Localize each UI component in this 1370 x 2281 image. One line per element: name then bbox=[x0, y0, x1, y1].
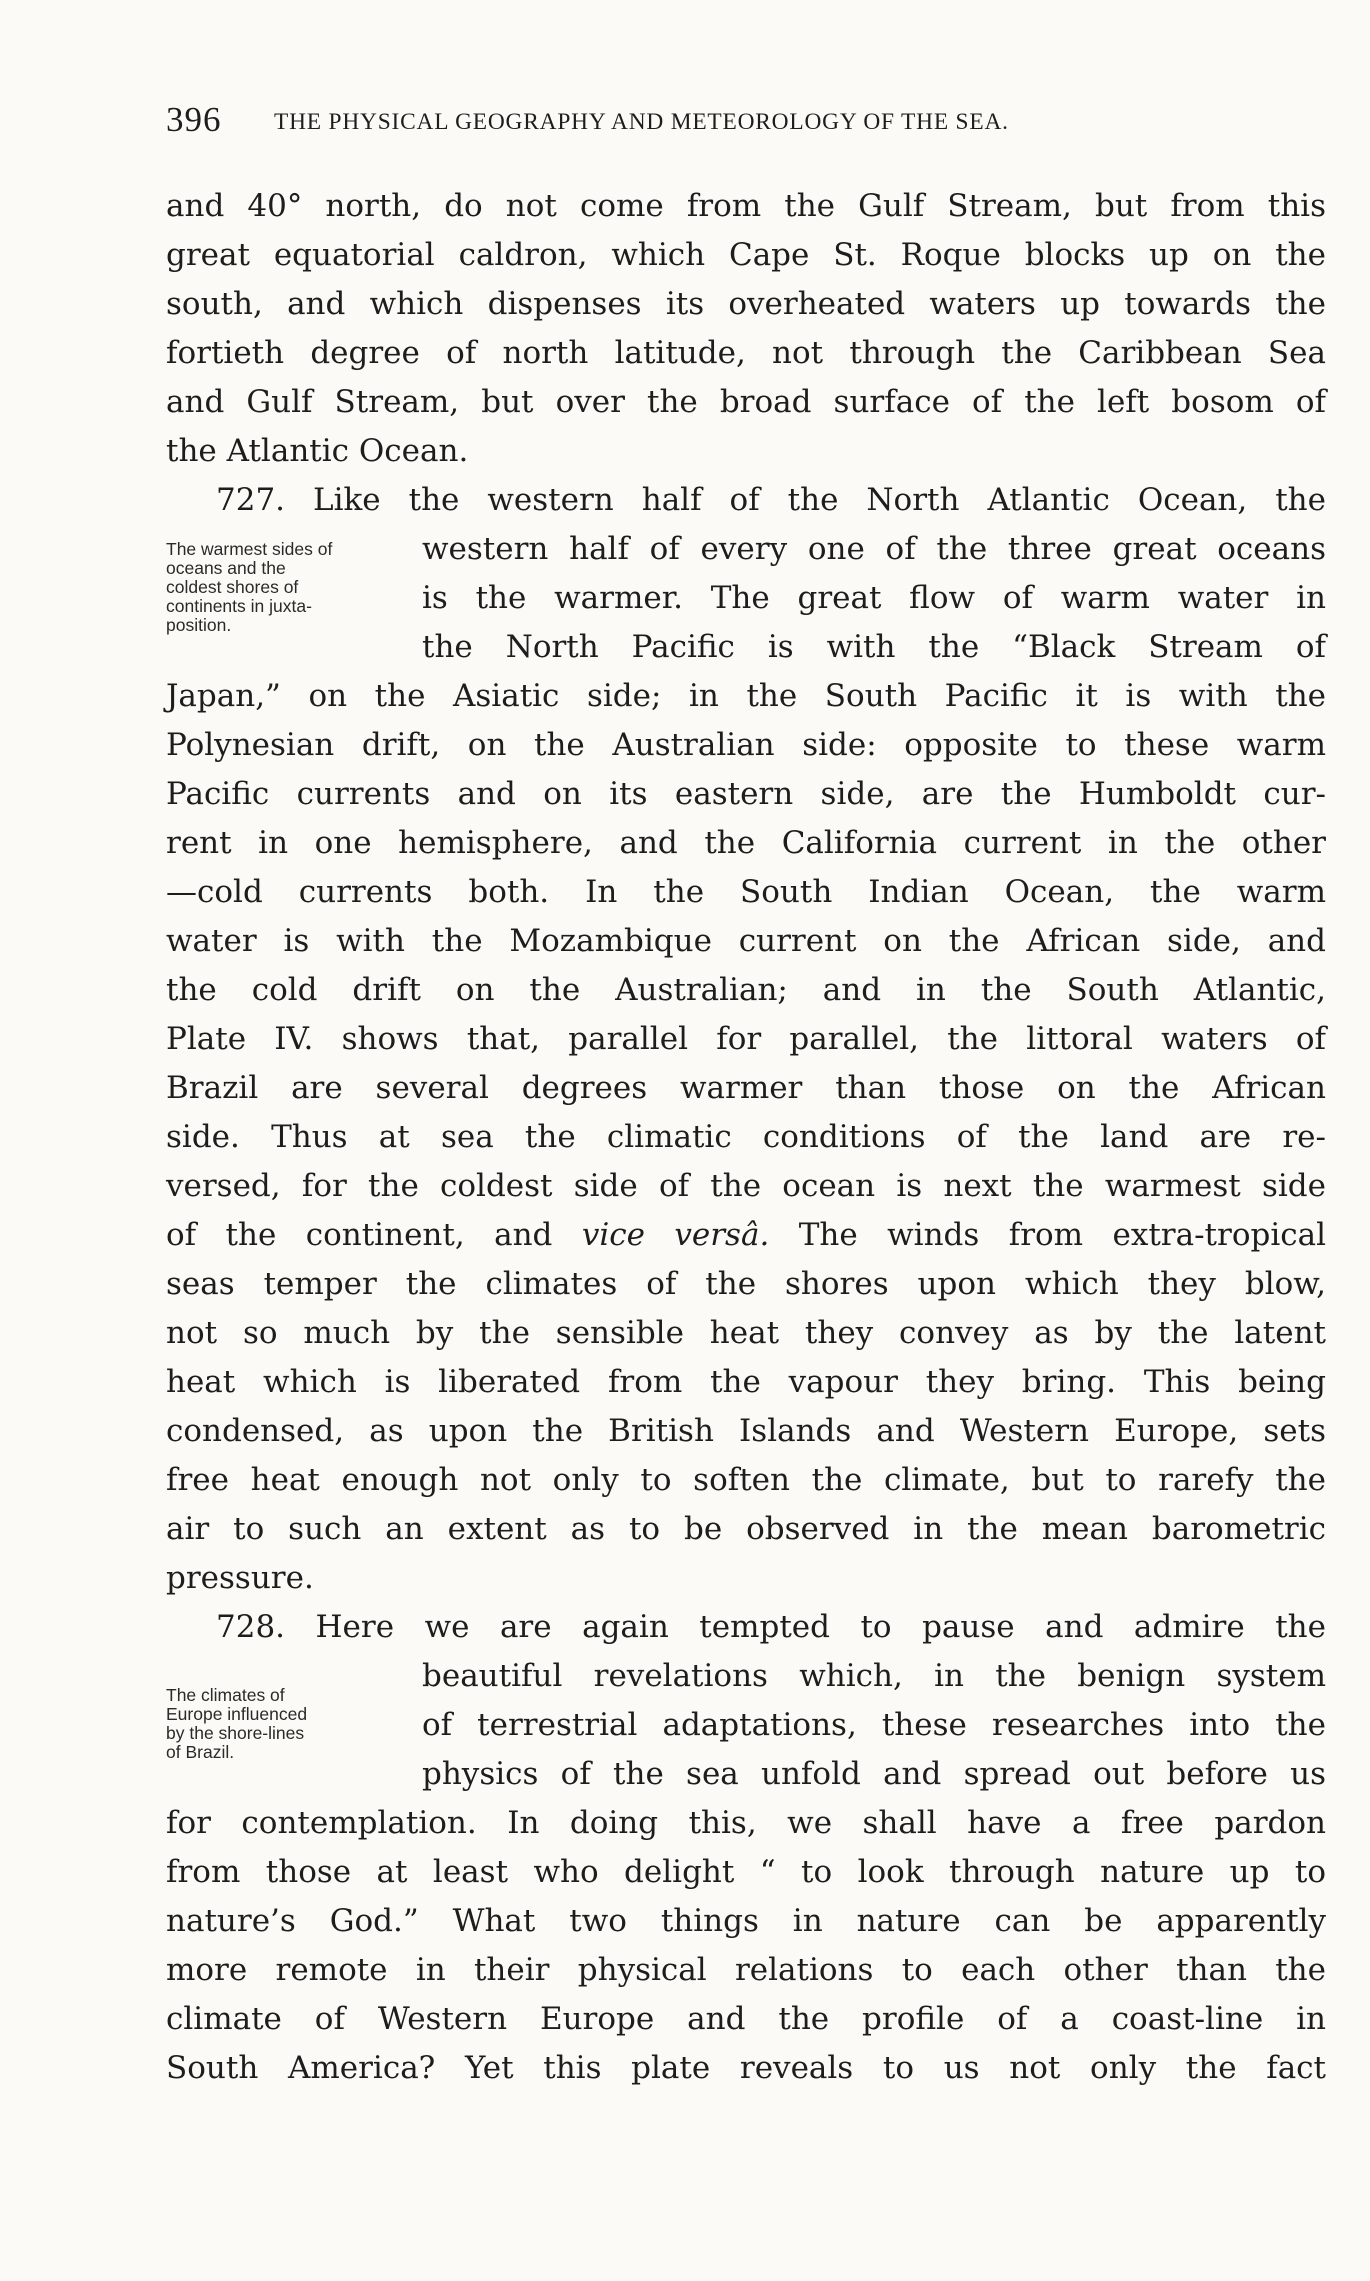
body-line: from those at least who delight “ to look through nature up to bbox=[166, 1854, 1326, 1890]
body-line: side. Thus at sea the climatic conditions of the land are re- bbox=[166, 1119, 1326, 1155]
margin-note-line: The climates of bbox=[166, 1685, 285, 1705]
body-line: the North Pacific is with the “Black Stream of bbox=[422, 629, 1326, 665]
body-line: free heat enough not only to soften the climate, but to rarefy the bbox=[166, 1462, 1326, 1498]
body-line: —cold currents both. In the South Indian Ocean, the warm bbox=[166, 874, 1326, 910]
body-line: western half of every one of the three great oceans bbox=[422, 531, 1326, 567]
body-line: Plate IV. shows that, parallel for parallel, the littoral waters of bbox=[166, 1021, 1326, 1057]
body-line: of terrestrial adaptations, these researches into the bbox=[422, 1707, 1326, 1743]
body-line: more remote in their physical relations to each other than the bbox=[166, 1952, 1326, 1988]
margin-note-warmest-sides bbox=[166, 540, 332, 635]
body-line: not so much by the sensible heat they convey as by the latent bbox=[166, 1315, 1326, 1351]
body-line: South America? Yet this plate reveals to us not only the fact bbox=[166, 2050, 1326, 2086]
margin-note-line: Europe influenced bbox=[166, 1704, 308, 1724]
body-line: rent in one hemisphere, and the California current in the other bbox=[166, 825, 1326, 861]
body-line: heat which is liberated from the vapour they bring. This being bbox=[166, 1364, 1326, 1400]
body-line: physics of the sea unfold and spread out before us bbox=[422, 1756, 1326, 1792]
margin-note-line: continents in juxta- bbox=[166, 596, 312, 616]
body-line: the Atlantic Ocean. bbox=[166, 433, 469, 469]
body-line: fortieth degree of north latitude, not through the Caribbean Sea bbox=[166, 335, 1326, 371]
body-line: water is with the Mozambique current on the African side, and bbox=[166, 923, 1326, 959]
body-line: climate of Western Europe and the profile of a coast-line in bbox=[166, 2001, 1326, 2037]
margin-note-line: of Brazil. bbox=[166, 1742, 235, 1762]
running-head-title: THE PHYSICAL GEOGRAPHY AND METEOROLOGY OF THE SEA. bbox=[274, 109, 1009, 135]
margin-note-line: coldest shores of bbox=[166, 577, 299, 597]
body-line: Pacific currents and on its eastern side, are the Humboldt cur- bbox=[166, 776, 1326, 812]
page-number: 396 bbox=[166, 100, 222, 139]
margin-note-line: position. bbox=[166, 615, 232, 635]
body-line: versed, for the coldest side of the ocean is next the warmest side bbox=[166, 1168, 1326, 1204]
body-line: for contemplation. In doing this, we shall have a free pardon bbox=[166, 1805, 1326, 1841]
paragraph-728-start: 728. Here we are again tempted to pause and admire the bbox=[216, 1609, 1326, 1645]
body-line-italic bbox=[166, 1210, 1326, 1260]
italic-phrase: vice versâ. bbox=[581, 1217, 770, 1253]
paragraph-727-start: 727. Like the western half of the North Atlantic Ocean, the bbox=[216, 482, 1326, 518]
body-line: air to such an extent as to be observed in the mean barometric bbox=[166, 1511, 1326, 1547]
running-header bbox=[166, 100, 1256, 150]
margin-note-climates-europe bbox=[166, 1686, 307, 1762]
body-line: the cold drift on the Australian; and in the South Atlantic, bbox=[166, 972, 1326, 1008]
body-line: south, and which dispenses its overheated waters up towards the bbox=[166, 286, 1326, 322]
body-line: pressure. bbox=[166, 1560, 314, 1596]
line-segment: The winds from extra-tropical bbox=[798, 1217, 1327, 1253]
body-line: condensed, as upon the British Islands and Western Europe, sets bbox=[166, 1413, 1326, 1449]
body-line: Polynesian drift, on the Australian side: opposite to these warm bbox=[166, 727, 1326, 763]
body-line: beautiful revelations which, in the benign system bbox=[422, 1658, 1326, 1694]
margin-note-line: by the shore-lines bbox=[166, 1723, 305, 1743]
body-line: great equatorial caldron, which Cape St. Roque blocks up on the bbox=[166, 237, 1326, 273]
body-line: and 40° north, do not come from the Gulf Stream, but from this bbox=[166, 188, 1326, 224]
body-line: seas temper the climates of the shores upon which they blow, bbox=[166, 1266, 1326, 1302]
body-line: Brazil are several degrees warmer than those on the African bbox=[166, 1070, 1326, 1106]
margin-note-line: oceans and the bbox=[166, 558, 286, 578]
body-line: and Gulf Stream, but over the broad surface of the left bosom of bbox=[166, 384, 1326, 420]
body-line: is the warmer. The great flow of warm water in bbox=[422, 580, 1326, 616]
margin-note-line: The warmest sides of bbox=[166, 539, 333, 559]
body-line: Japan,” on the Asiatic side; in the South Pacific it is with the bbox=[166, 678, 1326, 714]
body-line: nature’s God.” What two things in nature can be apparently bbox=[166, 1903, 1326, 1939]
line-segment: of the continent, and bbox=[166, 1217, 553, 1253]
